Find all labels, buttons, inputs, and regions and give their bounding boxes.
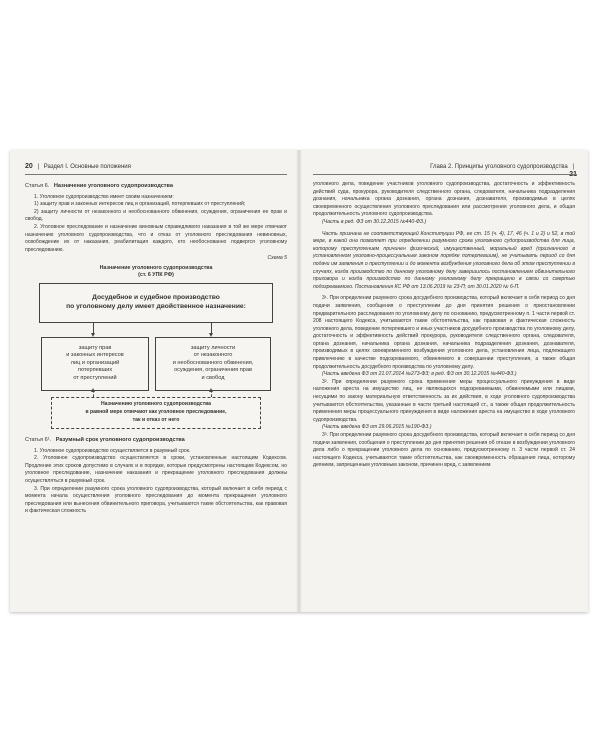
schema-diagram [25,283,287,435]
schema-left-box-line: защиту прав [78,344,112,351]
right-paragraph: 3¹. При определении разумного срока досудебного производства, который включает в себя период со дня подачи заявления, сообщения о преступлении до дня принятия решения о приостановлении предварительного расследования по уголовному делу по основанию, предусмотренному п. 1 части первой ст. 208 настоящего Кодекса, учитываются такие обстоятельства, как правовая и фактическая сложность уголовного дела, поведение потерпевшего и иных участников досудебного производства по уголовному делу, достаточность и эффективность действий прокурора, руководителя следственного органа, следователя, органа дознания, начальника органа дознания, начальника подразделения дознания, дознавателя, производимых в целях своевременного возбуждения уголовного дела, установления лица, подлежащего привлечению в качестве подозреваемого, обвиняемого в совершении преступления, а также общая продолжительность досудебного производства по уголовному делу. [313,295,575,370]
right-paragraph: уголовного дела, поведение участников уголовного судопроизводства, достаточность и эффективность действий суда, прокурора, руководителя следственного органа, следователя, начальника подразделения дознания, начальника органа дознания, органа дознания, дознавателя, производимых в целях своевременного осуществления уголовного преследования или рассмотрения уголовного дела, и общая продолжительность уголовного судопроизводства. [313,181,575,218]
schema-bottom-box [51,397,261,429]
arrowhead [209,388,213,392]
left-page-header: 20 | Раздел I. Основные положения [25,163,131,170]
schema-left-box-line: от преступлений [73,374,117,381]
schema-left-box-line: лиц и организаций [70,359,120,366]
article-6-paragraph: 2) защиту личности от незаконного и необоснованного обвинения, осуждения, ограничения ее прав и свобод. [25,208,287,223]
amendment-note: (Часть введена ФЗ от 21.07.2014 №273-ФЗ; в ред. ФЗ от 30.12.2015 №440-ФЗ.) [322,371,517,378]
article-6-title: Назначение уголовного судопроизводства [53,183,174,189]
article-6-1-paragraph: 2. Уголовное судопроизводство осуществляется в сроки, установленные настоящим Кодексом. Продление этих сроков допустимо в случаях и в порядке, которые предусмотрены настоящим Кодексом, но уголовное преследование, назначение наказания и прекращение уголовного преследования должны осуществляться в разумный срок. [25,455,287,484]
right-paragraph: 3³. При определении разумного срока досудебного производства, который включает в себя период со дня подачи заявления, сообщения о преступлении до дня принятия решения об отказе в возбуждении уголовного дела либо о прекращении уголовного дела по основанию, предусмотренному п. 3 части первой ст. 24 настоящего Кодекса, учитываются такие обстоятельства, как своевременность обращения лица, которому деянием, запрещенным уголовным законом, причинен вред, с заявлением [313,432,575,469]
schema-main-line: Досудебное и судебное производство [92,293,220,301]
article-6-1-heading [25,437,287,445]
schema-title-line: (ст. 6 УПК РФ) [138,271,174,278]
schema-right-box-line: защиту личности [190,344,236,351]
schema-right-box-line: от незаконного [193,352,233,359]
arrowhead [91,388,95,392]
schema-bottom-line: Назначению уголовного судопроизводства [100,400,212,407]
schema-right-box-line: осуждения, ограничения прав [174,367,252,374]
schema-main-box [39,283,273,323]
article-6-1-paragraph: 3. При определении разумного срока уголовного судопроизводства, который включает в себя период с момента начала осуществления уголовного преследования до момента прекращения уголовного преследования или вынесения обвинительного приговора, учитываются такие обстоятельства, как правовая и фактическая сложность [25,485,287,515]
left-header-rule [25,174,287,175]
schema-title-line: Назначение уголовного судопроизводства [99,264,213,271]
schema-right-box-line: и свобод [201,374,225,381]
left-page [10,150,297,612]
article-6-heading [25,183,287,191]
right-paragraph: 3². При определении разумного срока применения меры процессуального принуждения в виде наложения ареста на имущество лиц, не являющихся подозреваемыми, обвиняемыми или лицами, несущими по закону материальную ответственность за их действия, в ходе уголовного судопроизводства учитываются обстоятельства, указанные в части третьей настоящей ст., а также общая продолжительность применения меры процессуального принуждения в виде наложения ареста на имущество в ходе уголовного судопроизводства. [313,378,575,423]
schema-bottom-line: так и отказ от него [132,416,180,423]
left-page-content [25,181,287,516]
right-page-number: 21 [569,171,577,178]
article-6-1-paragraph: 1. Уголовное судопроизводство осуществляется в разумный срок. [34,447,191,454]
article-6-label: Статья 6. [25,183,50,189]
right-page-chapter: Глава 2. Принципы уголовного судопроизводства [430,164,568,170]
article-6-paragraph: 1) защиту прав и законных интересов лиц и организаций, потерпевших от преступлений; [34,201,246,208]
amendment-note: (Часть введена ФЗ от 29.06.2015 №190-ФЗ.) [322,424,432,431]
schema-title [25,265,287,279]
schema-left-box-line: потерпевших [77,367,113,374]
right-header-rule [313,174,577,175]
article-6-paragraph: 2. Уголовное преследование и назначение виновным справедливого наказания в той же мере отвечают назначению уголовного судопроизводства, что и отказ от уголовного преследования невиновных, освобождение их от наказания, реабилитация каждого, кто необоснованно подвергся уголовному преследованию. [25,223,287,253]
article-6-1-title: Разумный срок уголовного судопроизводства [55,436,185,443]
schema-left-box [41,337,149,391]
right-page-content [313,181,575,470]
right-page [301,150,588,612]
book-spread [10,150,588,612]
court-ruling-note: Часть признана не соответствующей Конституции РФ, ее ст. 15 (ч. 4), 17, 46 (ч. 1 и 2) и 52, в той мере, в какой она позволяет при определении разумного срока уголовного судопроизводства для лица, которому преступлением причинен физический, имущественный, моральный вред (признанного в установленном уголовно-процессуальным законом порядке потерпевшим), не учитывать период со дня подачи им заявления о преступлении и до момента возбуждения уголовного дела об этом преступлении в случаях, когда производство по данному уголовному делу завершилось постановлением обвинительного приговора и когда производство по данному уголовному делу прекращено в связи со смертью подозреваемого. Постановления КС РФ от 13.06.2019 № 23-П; от 30.01.2020 № 6-П. [313,230,575,290]
amendment-note: (Часть в ред. ФЗ от 30.12.2015 №440-ФЗ.) [322,218,427,225]
schema-left-box-line: и законных интересов [66,352,124,359]
left-page-section: Раздел I. Основные положения [43,164,131,170]
schema-right-box-line: и необоснованного обвинения, [172,359,254,366]
schema-main-line: по уголовному делу имеет двойственное назначение: [66,302,246,310]
schema-label: Схема 5 [267,255,287,262]
right-page-header: Глава 2. Принципы уголовного судопроизводства | 21 [430,164,577,178]
schema-right-box [155,337,271,391]
schema-bottom-line: в равной мере отвечают как уголовное преследование, [85,408,227,415]
article-6-1-label: Статья 6¹. [25,436,52,443]
article-6-paragraph: 1. Уголовное судопроизводство имеет своим назначением: [34,193,174,200]
left-page-number: 20 [25,163,33,170]
